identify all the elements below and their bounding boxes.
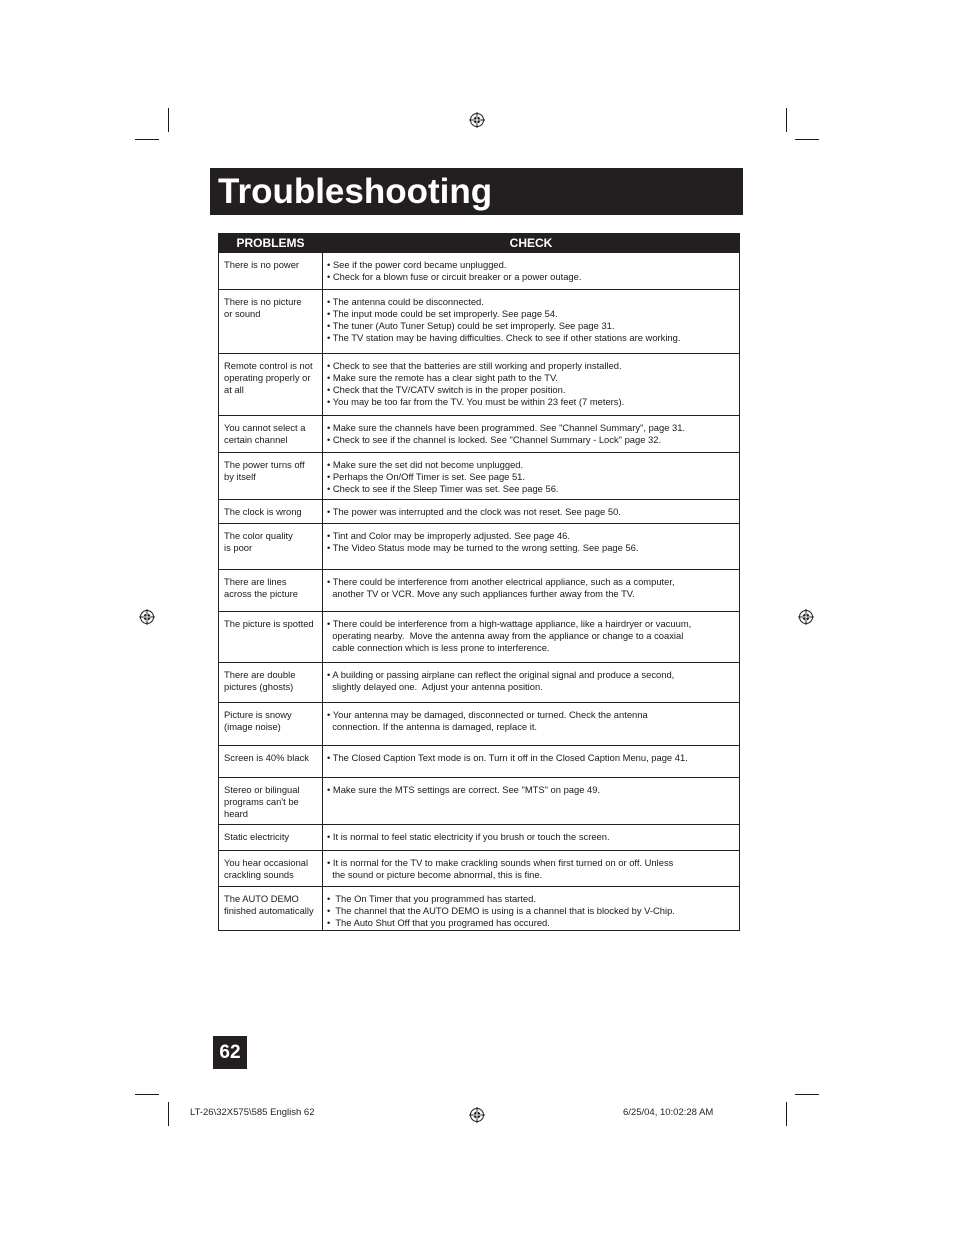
problem-text: The AUTO DEMO finished automatically [224,893,314,916]
table-row [219,354,740,416]
footer-file-info: LT-26\32X575\585 English 62 [190,1107,315,1118]
table-row [219,453,740,500]
problem-cell [219,416,323,453]
check-item: • The On Timer that you programmed has started. [327,893,536,904]
check-item: • Check that the TV/CATV switch is in the proper position. [327,384,566,395]
problem-text: You hear occasional crackling sounds [224,857,309,880]
problem-cell [219,887,323,931]
problem-text: There is no picture or sound [224,296,302,319]
check-cell [323,825,740,851]
table-row [219,887,740,931]
registration-mark-icon [469,112,485,128]
check-cell [323,354,740,416]
check-item: • The input mode could be set improperly. See page 54. [327,308,558,319]
problem-text: Stereo or bilingual programs can't be heard [224,784,300,819]
table-header-row [219,234,740,253]
check-item: another TV or VCR. Move any such appliances further away from the TV. [327,588,635,599]
check-item: • The channel that the AUTO DEMO is using is a channel that is blocked by V-Chip. [327,905,675,916]
problem-cell [219,663,323,703]
problem-text: The picture is spotted [224,618,314,629]
registration-mark-icon [139,609,155,625]
crop-mark [795,1094,819,1095]
check-item: • The Closed Caption Text mode is on. Turn it off in the Closed Caption Menu, page 41. [327,752,688,763]
check-item: • Make sure the channels have been programmed. See "Channel Summary", page 31. [327,422,686,433]
check-header: CHECK [323,234,740,253]
check-cell [323,887,740,931]
crop-mark [168,108,169,132]
table-row [219,825,740,851]
table-row [219,570,740,612]
problem-cell [219,253,323,290]
registration-mark-icon [469,1107,485,1123]
problem-text: Picture is snowy (image noise) [224,709,292,732]
check-cell [323,416,740,453]
check-item: • The Video Status mode may be turned to the wrong setting. See page 56. [327,542,639,553]
table-row [219,778,740,825]
problem-text: You cannot select a certain channel [224,422,306,445]
registration-mark-icon [798,609,814,625]
table-row [219,524,740,570]
table-row [219,746,740,778]
table-row [219,703,740,746]
check-cell [323,253,740,290]
table-row [219,851,740,887]
problem-text: The color quality is poor [224,530,293,553]
table-row [219,663,740,703]
check-item: • The tuner (Auto Tuner Setup) could be set improperly. See page 31. [327,320,615,331]
check-item: • Check to see if the Sleep Timer was set. See page 56. [327,483,559,494]
check-cell [323,524,740,570]
problem-text: The clock is wrong [224,506,302,517]
page-title: Troubleshooting [210,168,743,215]
problem-cell [219,290,323,354]
problem-text: There are double pictures (ghosts) [224,669,296,692]
problem-cell [219,500,323,524]
check-item: • Check for a blown fuse or circuit breaker or a power outage. [327,271,582,282]
problem-cell [219,851,323,887]
crop-mark [168,1102,169,1126]
check-item: • There could be interference from a high-wattage appliance, like a hairdryer or vacuum, [327,618,692,629]
check-item: • The power was interrupted and the clock was not reset. See page 50. [327,506,621,517]
check-cell [323,612,740,663]
problems-header: PROBLEMS [219,234,323,253]
table-row [219,500,740,524]
problem-text: The power turns off by itself [224,459,305,482]
troubleshooting-table [218,233,740,931]
check-item: • The Auto Shut Off that you programed has occured. [327,917,550,928]
problem-cell [219,354,323,416]
problem-text: There is no power [224,259,300,270]
check-item: • It is normal for the TV to make crackling sounds when first turned on or off. Unless [327,857,674,868]
table-row [219,416,740,453]
check-cell [323,703,740,746]
check-cell [323,851,740,887]
check-item: • Make sure the MTS settings are correct. See "MTS" on page 49. [327,784,601,795]
check-cell [323,778,740,825]
check-item: cable connection which is less prone to interference. [327,642,550,653]
problem-cell [219,746,323,778]
check-item: • You may be too far from the TV. You must be within 23 feet (7 meters). [327,396,625,407]
check-item: slightly delayed one. Adjust your antenna position. [327,681,543,692]
crop-mark [135,139,159,140]
problem-cell [219,703,323,746]
crop-mark [795,139,819,140]
problem-cell [219,612,323,663]
check-cell [323,746,740,778]
check-item: • Make sure the remote has a clear sight path to the TV. [327,372,559,383]
problem-cell [219,453,323,500]
check-item: • The TV station may be having difficulties. Check to see if other stations are working. [327,332,681,343]
check-cell [323,453,740,500]
check-item: • It is normal to feel static electricity if you brush or touch the screen. [327,831,610,842]
check-item: • Make sure the set did not become unplugged. [327,459,524,470]
problem-cell [219,825,323,851]
problem-cell [219,524,323,570]
check-item: • A building or passing airplane can reflect the original signal and produce a second, [327,669,675,680]
table-row [219,290,740,354]
problem-text: Screen is 40% black [224,752,309,763]
problem-text: Static electricity [224,831,290,842]
problem-text: Remote control is not operating properly or at all [224,360,313,395]
crop-mark [786,1102,787,1126]
check-item: • Tint and Color may be improperly adjusted. See page 46. [327,530,571,541]
crop-mark [135,1094,159,1095]
check-item: connection. If the antenna is damaged, replace it. [327,721,538,732]
check-item: • There could be interference from another electrical appliance, such as a computer, [327,576,675,587]
check-item: the sound or picture become abnormal, this is fine. [327,869,543,880]
problem-text: There are lines across the picture [224,576,298,599]
check-item: • Perhaps the On/Off Timer is set. See page 51. [327,471,526,482]
table-row [219,612,740,663]
page-number: 62 [213,1036,247,1069]
check-item: operating nearby. Move the antenna away from the appliance or change to a coaxial [327,630,684,641]
check-item: • See if the power cord became unplugged. [327,259,507,270]
problem-cell [219,778,323,825]
check-cell [323,663,740,703]
check-cell [323,290,740,354]
check-item: • Check to see if the channel is locked. See "Channel Summary - Lock" page 32. [327,434,662,445]
check-cell [323,500,740,524]
table-row [219,253,740,290]
check-item: • Check to see that the batteries are still working and properly installed. [327,360,622,371]
problem-cell [219,570,323,612]
footer-timestamp: 6/25/04, 10:02:28 AM [623,1107,714,1118]
check-item: • The antenna could be disconnected. [327,296,484,307]
check-cell [323,570,740,612]
check-item: • Your antenna may be damaged, disconnected or turned. Check the antenna [327,709,648,720]
crop-mark [786,108,787,132]
